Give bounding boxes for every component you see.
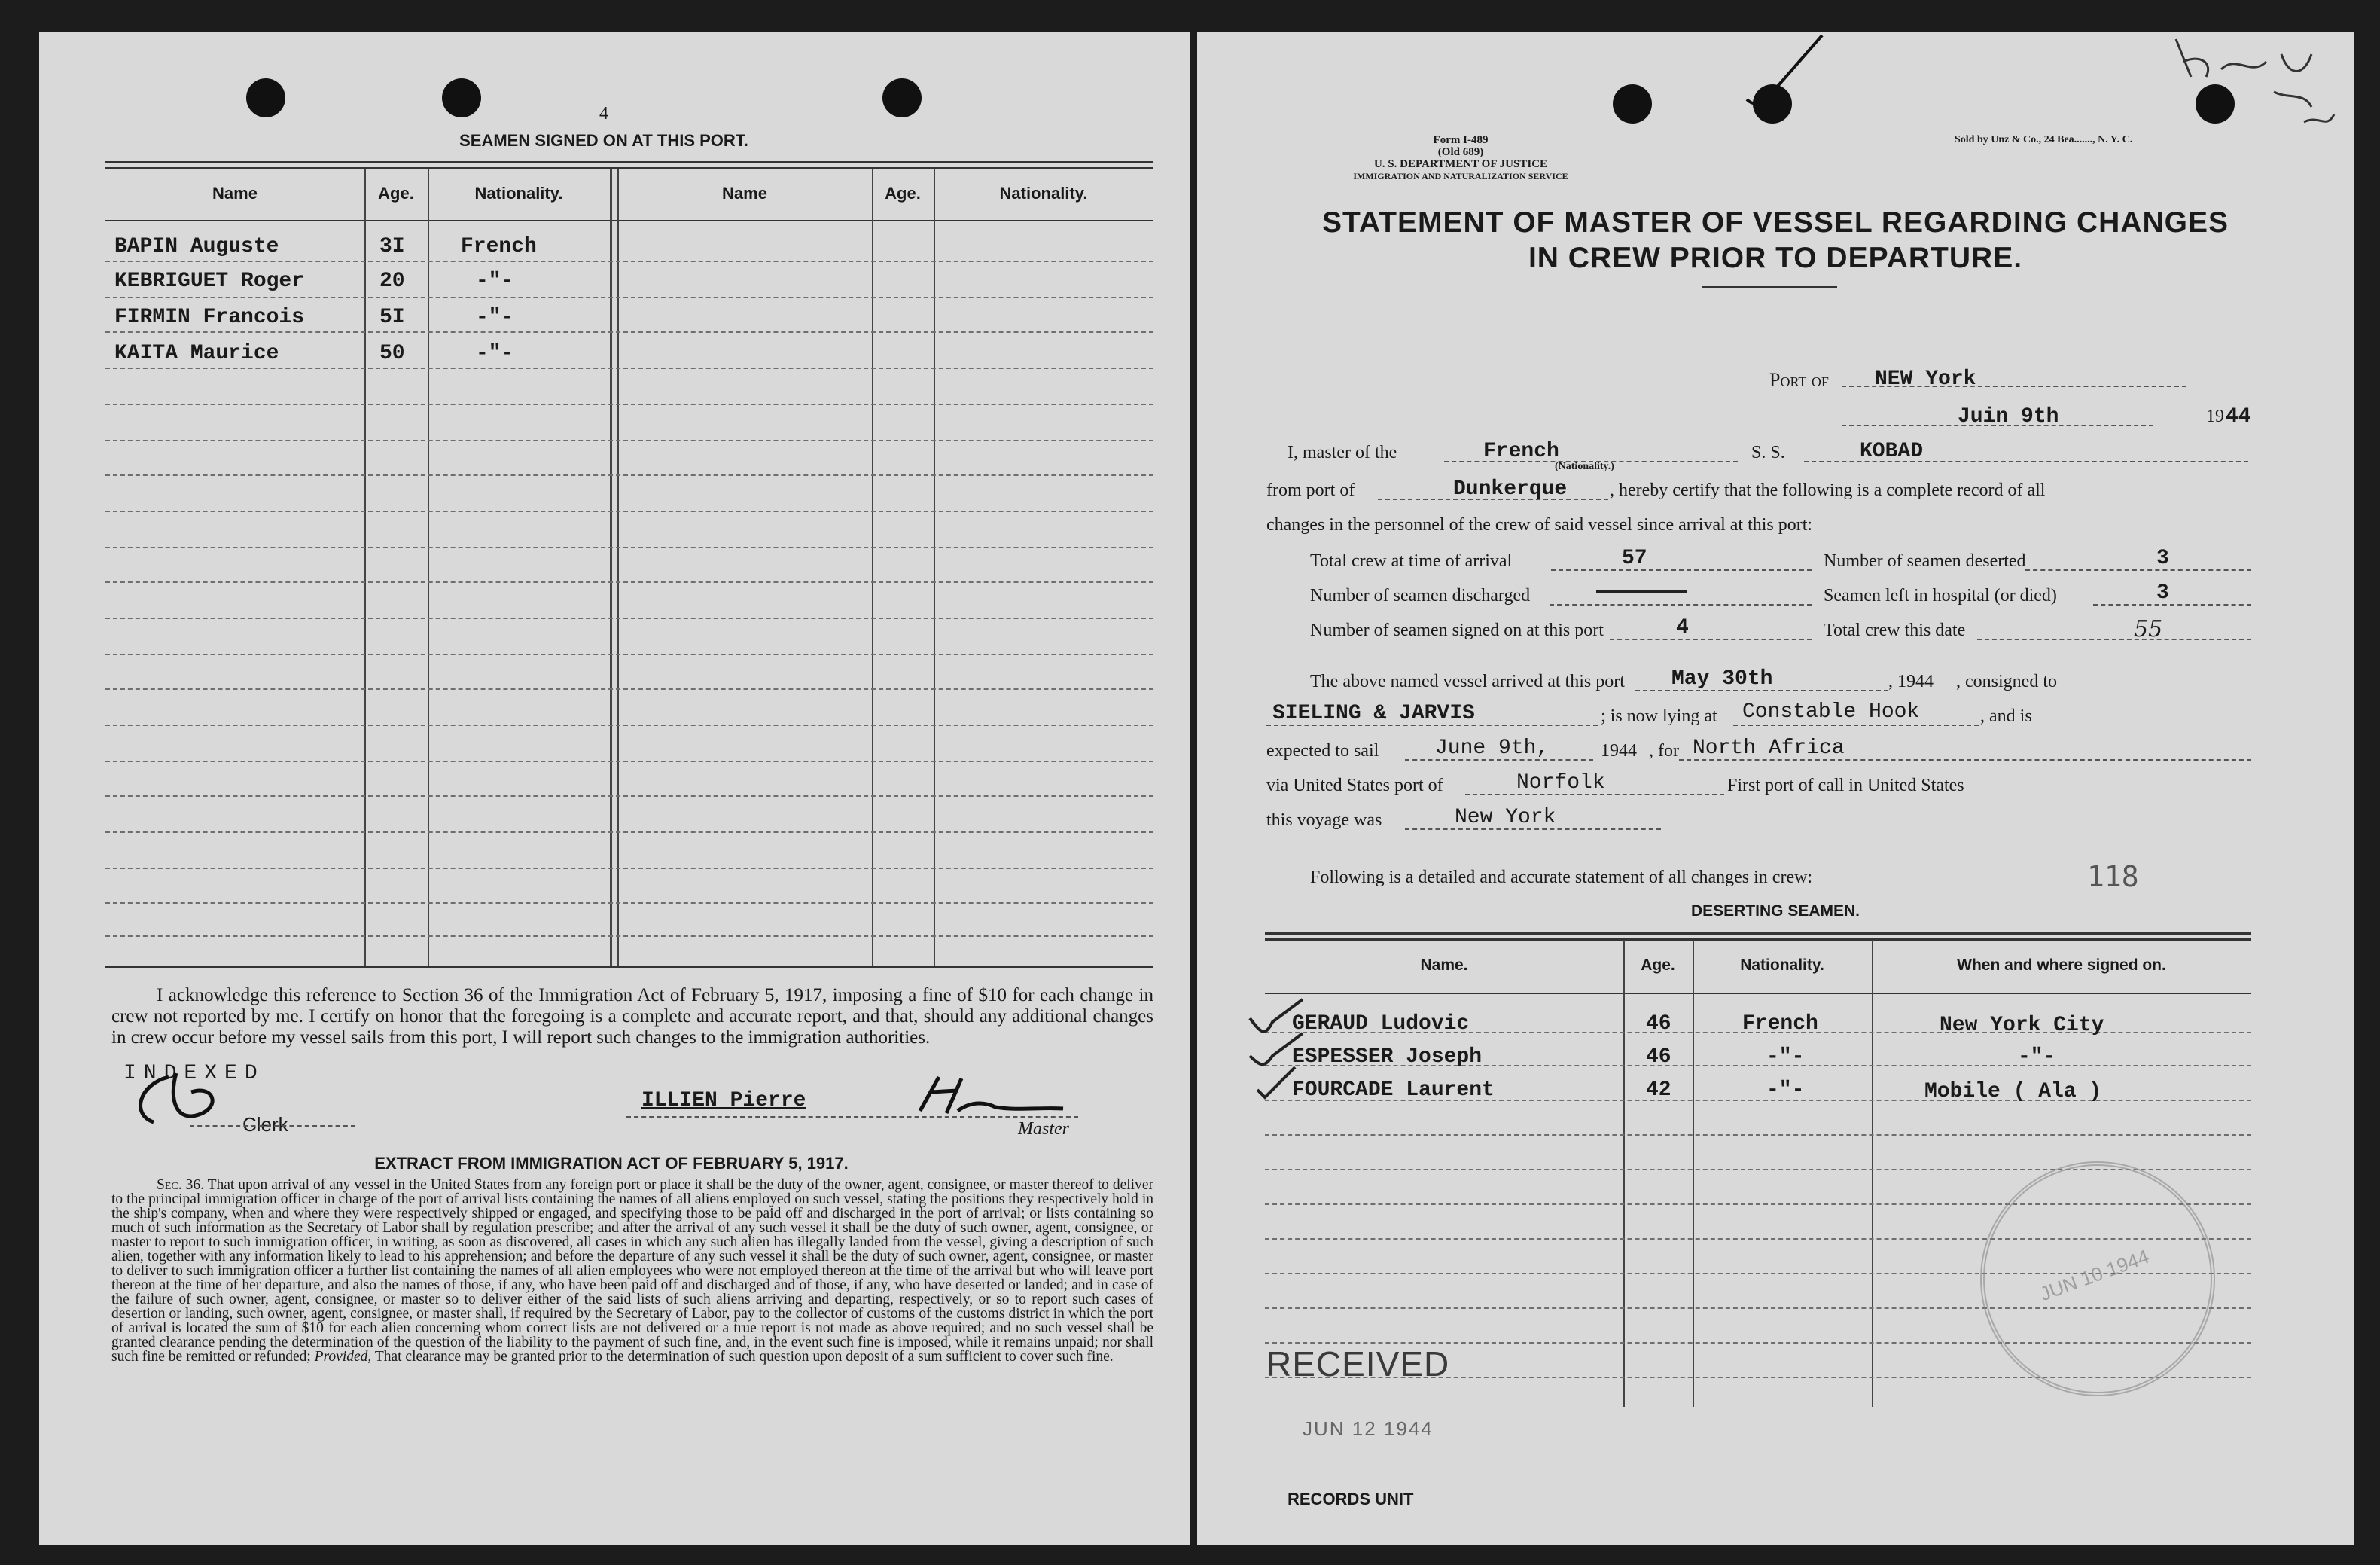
right-page [1197,32,2354,1545]
expected-year: 1944 [1601,741,1637,761]
year-value: 44 [2226,405,2251,429]
section-label: Sec. 36. [157,1177,204,1193]
service: IMMIGRATION AND NATURALIZATION SERVICE [1353,171,1568,182]
table-row-age: 46 [1646,1045,1671,1069]
following-text: Following is a detailed and accurate statement of all changes in crew: [1310,868,1813,887]
table-row-name: GERAUD Ludovic [1292,1012,1470,1036]
arrived-year: , 1944 [1888,672,1934,691]
form-title-line-2: IN CREW PRIOR TO DEPARTURE. [1528,242,2023,274]
voyage-value: New York [1455,806,1556,829]
arrived-label: The above named vessel arrived at this port [1310,672,1625,691]
table-row-age: 3I [379,235,405,258]
col-header-age: Age. [1641,956,1675,974]
punch-hole [1613,84,1652,124]
deserting-title: DESERTING SEAMEN. [1690,902,1860,920]
expected-label: expected to sail [1266,741,1379,761]
form-number: Form I-489 [1433,134,1489,146]
extract-body: That upon arrival of any vessel in the United States from any foreign port or place it shall be the duty of the owner, agent, consignee, or master thereof to deliver to the principal immigration officer in charge of the port of arrival lists containing the names of all aliens employed on such vessel, stating the positions they respectively hold in the ship's company, when and where they were respectively shipped or engaged, and specifying those to be paid off and discharged in the port of arrival; or lists containing so much of such information as the Secretary of Labor shall by regulation prescribe; and after the arrival of any such vessel it shall be the duty of such owner, agent, consignee, or master to report to such immigration officer, in writing, as soon as discovered, all cases in which any such alien has illegally landed from the vessel, giving a description of such alien, together with any information likely to lead to his apprehension; and before the departure of any such vessel it shall be the duty of such owner, agent, consignee, or master to deliver to such immigration officer a further list containing the names of all alien employees who were not employed thereon at the time of the arrival but who will leave port thereon at the time of her departure, and also the names of those, if any, who have been paid off and discharged and of those, if any, who have deserted or landed; and in case of the failure of such owner, agent, consignee, or master so to deliver either of the said lists of such aliens arriving and departing, respectively, or so to report such cases of desertion or landing, such owner, agent, consignee, or master shall, if required by the Secretary of Labor, pay to the collector of customs of the customs district in which the port of arrival is located the sum of $10 for each alien concerning whom correct lists are not delivered or a true report is not made as above required; and no such vessel shall be granted clearance pending the determination of the question of the liability to the payment of such fine, and, in the event such fine is imposed, while it remains unpaid; nor shall such fine be remitted or refunded; [111,1177,1153,1365]
round-stamp-date: JUN 10 1944 [2037,1244,2153,1306]
consignee-value: SIELING & JARVIS [1272,702,1475,725]
extract-text [111,1178,1153,1364]
col-header-name: Name [212,184,258,203]
table-row-name: BAPIN Auguste [114,235,279,258]
deserted-value: 3 [2156,547,2169,570]
handwritten-notation [2161,32,2342,145]
master-name: ILLIEN Pierre [641,1089,806,1112]
hospital-label: Seamen left in hospital (or died) [1824,586,2057,606]
total-crew-date-value: 55 [2134,616,2163,642]
check-mark [1739,32,1830,122]
table-row-nationality: French [1742,1012,1818,1036]
table-row-nationality: -"- [1766,1078,1805,1102]
lying-label: ; is now lying at [1601,706,1717,726]
via-label: via United States port of [1266,776,1443,795]
table-row-name: KEBRIGUET Roger [114,270,305,293]
table-row-nationality: -"- [476,306,514,329]
first-port-label: First port of call in United States [1727,776,1964,795]
sold-by: Sold by Unz & Co., 24 Bea......., N. Y. C. [1955,134,2133,145]
table-row-nationality: French [461,235,537,258]
indexed-stamp: INDEXED [123,1062,265,1085]
form-old-number: (Old 689) [1437,146,1484,158]
discharged-label: Number of seamen discharged [1310,586,1531,606]
received-date: JUN 12 1944 [1303,1417,1434,1440]
via-value: Norfolk [1516,771,1605,795]
ss-label: S. S. [1751,443,1785,462]
master-label: Master [1018,1119,1069,1139]
table-row-name: KAITA Maurice [114,342,279,365]
round-stamp [1980,1161,2215,1396]
form-title-line-1: STATEMENT OF MASTER OF VESSEL REGARDING CHANGES [1321,206,2229,239]
table-row-name: FIRMIN Francois [114,306,305,329]
hospital-value: 3 [2156,581,2169,605]
records-unit: RECORDS UNIT [1288,1490,1414,1509]
signed-on-value: 4 [1676,616,1689,639]
col-header-nationality: Nationality. [474,184,563,203]
extract-title: EXTRACT FROM IMMIGRATION ACT OF FEBRUARY 5, 1917. [374,1154,849,1173]
from-port-value: Dunkerque [1453,477,1568,501]
punch-hole [882,78,922,117]
total-crew-arrival-value: 57 [1622,547,1647,570]
extract-tail: That clearance may be granted prior to the determination of such question upon deposit of a sum sufficient to cover such fine. [374,1349,1114,1365]
consigned-label: , consigned to [1956,672,2057,691]
table-row-signed-on: New York City [1940,1014,2104,1037]
table-row-age: 46 [1646,1012,1671,1036]
acknowledgement-text: I acknowledge this reference to Section 36 of the Immigration Act of February 5, 1917, imposing a fine of $10 for each change in crew not reported by me. I certify on honor that the foregoing is a complete and accurate report, and that, should any additional changes in crew occur before my vessel sails from this port, I will report such changes to the immigration authorities. [111,985,1153,1048]
col-header-name-2: Name [722,184,767,203]
deserted-label: Number of seamen deserted [1824,551,2026,571]
changes-text: changes in the personnel of the crew of said vessel since arrival at this port: [1266,515,1813,535]
for-label: , for [1649,741,1679,761]
signed-on-label: Number of seamen signed on at this port [1310,621,1604,640]
port-value: NEW York [1875,368,1976,391]
table-row-signed-on: -"- [2018,1045,2056,1069]
master-of-label: I, master of the [1288,443,1397,462]
certify-text: , hereby certify that the following is a complete record of all [1610,480,2046,500]
year-prefix: 19 [2206,407,2224,426]
table-row-name: ESPESSER Joseph [1292,1045,1483,1069]
for-value: North Africa [1693,737,1845,760]
total-crew-date-label: Total crew this date [1824,621,1966,640]
received-stamp: RECEIVED [1266,1344,1450,1383]
expected-value: June 9th, [1435,737,1550,760]
table-row-nationality: -"- [476,342,514,365]
punch-hole [442,78,481,117]
col-header-age: Age. [378,184,414,203]
from-port-label: from port of [1266,480,1355,500]
handwritten-number: 118 [2087,860,2139,893]
table-row-age: 50 [379,342,405,365]
arrived-value: May 30th [1671,667,1773,691]
left-page [39,32,1190,1545]
col-header-age-2: Age. [885,184,921,203]
section-title: SEAMEN SIGNED ON AT THIS PORT. [459,131,748,150]
page-number: 4 [599,104,608,124]
table-row-name: FOURCADE Laurent [1292,1078,1495,1102]
table-row-age: 5I [379,306,405,329]
col-header-signed-on: When and where signed on. [1957,956,2166,974]
voyage-label: this voyage was [1266,810,1382,830]
department: U. S. DEPARTMENT OF JUSTICE [1373,158,1548,170]
table-row-age: 42 [1646,1078,1671,1102]
table-row-age: 20 [379,270,405,293]
nationality-caption: (Nationality.) [1555,461,1614,472]
punch-hole [246,78,285,117]
form-title [1197,205,2354,276]
and-is-label: , and is [1980,706,2032,726]
ship-name: KOBAD [1860,440,1924,463]
lying-value: Constable Hook [1742,700,1920,724]
col-header-nationality-2: Nationality. [999,184,1088,203]
table-row-nationality: -"- [476,270,514,293]
total-crew-arrival-label: Total crew at time of arrival [1310,551,1513,571]
col-header-name: Name. [1420,956,1468,974]
nationality-value: French [1483,440,1559,463]
date-value: Juin 9th [1958,405,2059,429]
master-signature [905,1069,1093,1122]
col-header-nationality: Nationality. [1740,956,1824,974]
handwritten-initials [123,1069,259,1130]
table-row-nationality: -"- [1766,1045,1805,1069]
port-label: Port of [1769,369,1829,391]
clerk-label: Clerk [242,1113,288,1136]
table-row-signed-on: Mobile ( Ala ) [1924,1080,2102,1103]
extract-provided: Provided, [314,1349,372,1365]
